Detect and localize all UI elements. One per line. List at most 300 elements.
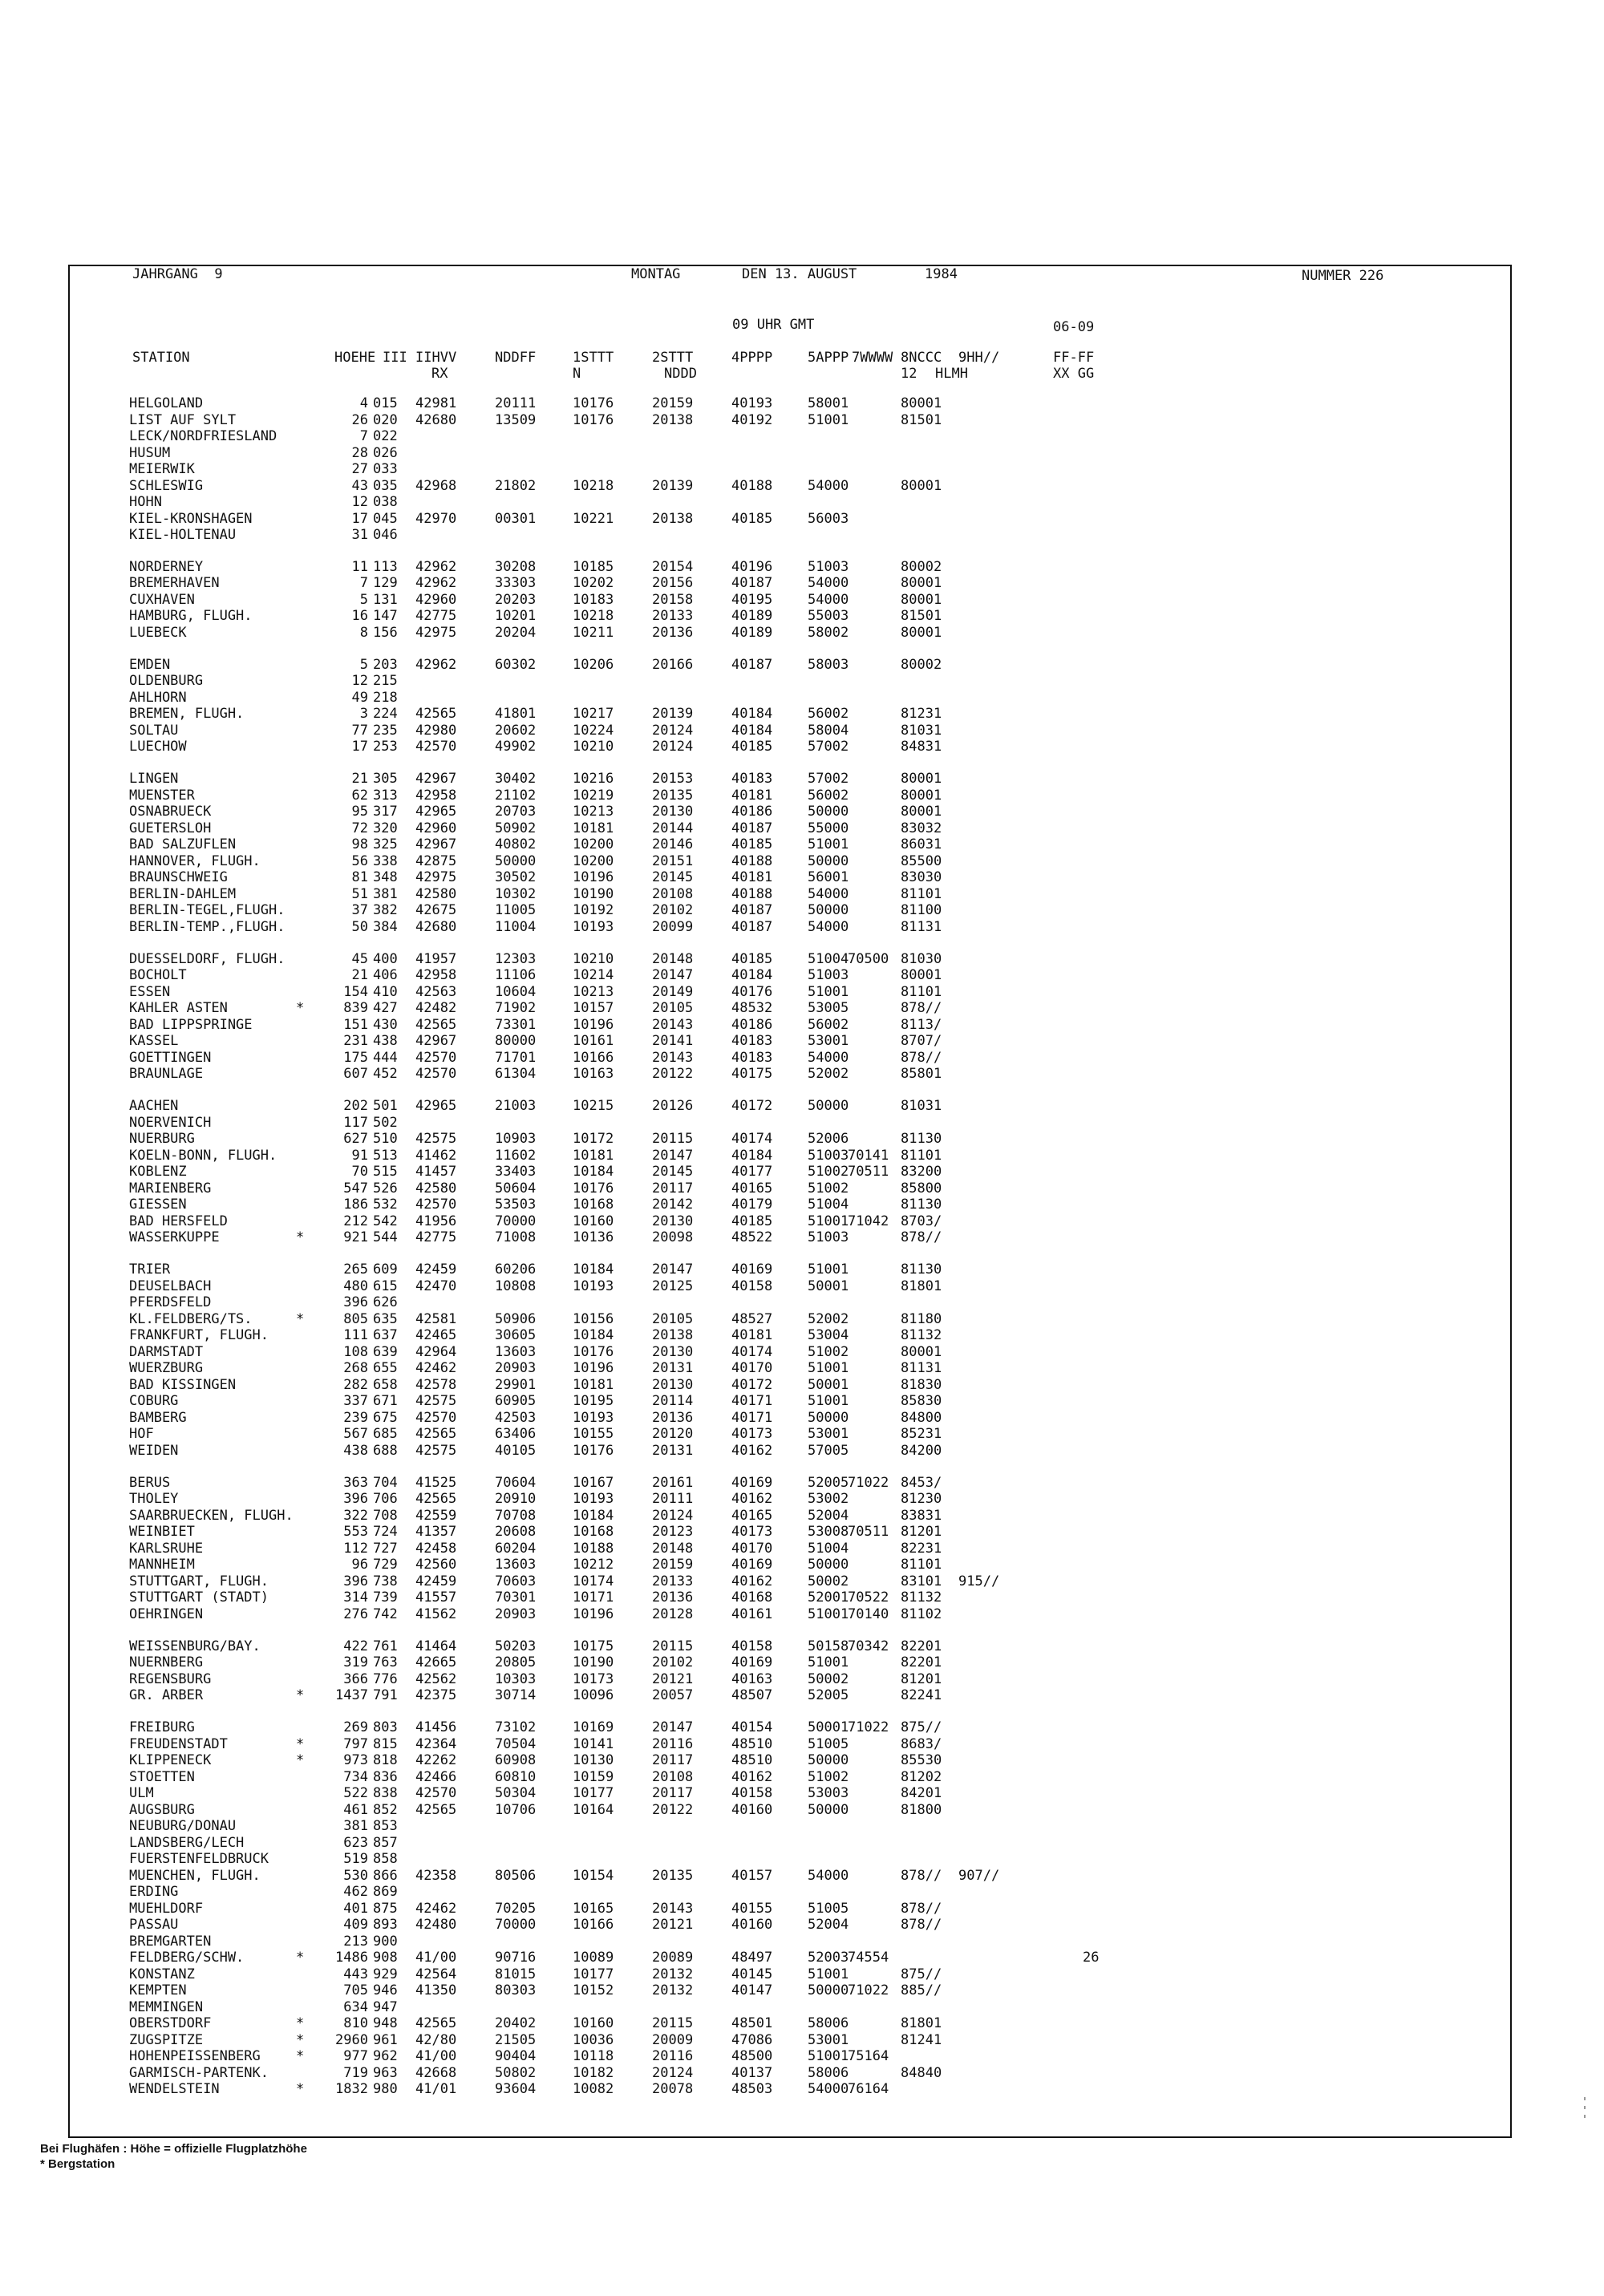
cell-iii: 156 <box>373 624 398 641</box>
cell-c4: 20166 <box>652 656 694 673</box>
cell-c3: 10193 <box>573 1278 614 1294</box>
cell-c1: 42570 <box>415 1066 457 1083</box>
table-row <box>70 575 1481 592</box>
cell-c5: 40163 <box>731 1670 773 1687</box>
cell-c5: 40172 <box>731 1098 773 1115</box>
cell-iii: 438 <box>373 1033 398 1050</box>
cell-c6: 51001 <box>808 1393 849 1410</box>
cell-c6: 51004 <box>808 1540 849 1557</box>
cell-c1: 42559 <box>415 1507 457 1524</box>
cell-c6: 53001 <box>808 1033 849 1050</box>
cell-c5: 40187 <box>731 656 773 673</box>
col-nddff: NDDFF <box>495 350 537 366</box>
cell-c2: 60206 <box>495 1261 537 1278</box>
cell-c2: 73301 <box>495 1016 537 1033</box>
cell-c4: 20161 <box>652 1474 694 1491</box>
scan-marks <box>1584 2097 1587 2129</box>
station-name: THOLEY <box>129 1491 179 1508</box>
station-name: MUENCHEN, FLUGH. <box>129 1867 261 1884</box>
jahrgang: JAHRGANG 9 <box>132 266 223 282</box>
station-height: 438 <box>343 1442 368 1459</box>
cell-c8: 81130 <box>901 1197 942 1213</box>
cell-c2: 70604 <box>495 1474 537 1491</box>
table-row <box>70 1917 1481 1934</box>
col-1sttt: 1STTT <box>573 350 614 366</box>
cell-c3: 10211 <box>573 624 614 641</box>
station-height: 11 <box>351 558 368 575</box>
table-row <box>70 771 1481 788</box>
cell-c3: 10141 <box>573 1735 614 1752</box>
cell-c4: 20121 <box>652 1917 694 1934</box>
station-name: LANDSBERG/LECH <box>129 1834 245 1851</box>
table-row <box>70 967 1481 984</box>
station-name: WENDELSTEIN <box>129 2081 220 2098</box>
cell-c6: 53001 <box>808 1426 849 1443</box>
table-row <box>70 1426 1481 1443</box>
table-row <box>70 1901 1481 1917</box>
cell-c5: 40176 <box>731 983 773 1000</box>
station-height: 98 <box>351 836 368 853</box>
cell-c8: 8453/ <box>901 1474 942 1491</box>
cell-c3: 10159 <box>573 1768 614 1785</box>
cell-c1: 42570 <box>415 1197 457 1213</box>
cell-c8: 81132 <box>901 1327 942 1344</box>
table-row <box>70 1098 1481 1115</box>
cell-c6: 51001 <box>808 983 849 1000</box>
cell-c4: 20138 <box>652 1327 694 1344</box>
cell-c6: 51001 <box>808 1360 849 1377</box>
cell-c3: 10195 <box>573 1393 614 1410</box>
cell-iii: 739 <box>373 1589 398 1606</box>
cell-c1: 42581 <box>415 1310 457 1327</box>
cell-c8: 81130 <box>901 1261 942 1278</box>
cell-iii: 729 <box>373 1557 398 1573</box>
cell-c2: 11106 <box>495 967 537 984</box>
cell-c4: 20138 <box>652 510 694 527</box>
cell-c5: 40173 <box>731 1426 773 1443</box>
station-name: OLDENBURG <box>129 673 204 690</box>
station-name: KIEL-KRONSHAGEN <box>129 510 253 527</box>
station-height: 154 <box>343 983 368 1000</box>
cell-c4: 20149 <box>652 983 694 1000</box>
cell-c4: 20111 <box>652 1491 694 1508</box>
cell-c8: 82231 <box>901 1540 942 1557</box>
cell-c5: 40188 <box>731 885 773 902</box>
cell-c2: 80000 <box>495 1033 537 1050</box>
cell-c3: 10157 <box>573 1000 614 1017</box>
station-height: 111 <box>343 1327 368 1344</box>
cell-c5: 40170 <box>731 1360 773 1377</box>
cell-c6: 52006 <box>808 1131 849 1148</box>
cell-c3: 10176 <box>573 1180 614 1197</box>
table-row <box>70 1736 1481 1753</box>
cell-iii: 035 <box>373 477 398 494</box>
cell-iii: 818 <box>373 1752 398 1769</box>
station-name: NEUBURG/DONAU <box>129 1818 237 1835</box>
station-name: BAD HERSFELD <box>129 1213 228 1229</box>
cell-c5: 40161 <box>731 1606 773 1622</box>
station-name: PFERDSFELD <box>129 1294 212 1311</box>
station-height: 265 <box>343 1261 368 1278</box>
cell-c8: 81102 <box>901 1606 942 1622</box>
station-name: SCHLESWIG <box>129 477 204 494</box>
cell-c1: 42975 <box>415 624 457 641</box>
cell-c6: 50001 <box>808 1278 849 1294</box>
cell-c2: 50203 <box>495 1638 537 1654</box>
cell-c3: 10193 <box>573 1491 614 1508</box>
cell-iii: 671 <box>373 1393 398 1410</box>
cell-c4: 20159 <box>652 1557 694 1573</box>
cell-c1: 42462 <box>415 1360 457 1377</box>
cell-c2: 20204 <box>495 624 537 641</box>
cell-iii: 224 <box>373 706 398 723</box>
station-name: OSNABRUECK <box>129 804 212 820</box>
cell-c1: 42466 <box>415 1768 457 1785</box>
table-row <box>70 1835 1481 1852</box>
cell-c3: 10196 <box>573 869 614 886</box>
cell-iii: 131 <box>373 591 398 608</box>
cell-c8: 85231 <box>901 1426 942 1443</box>
cell-iii: 532 <box>373 1197 398 1213</box>
station-name: BERUS <box>129 1474 171 1491</box>
cell-c8: 875// <box>901 1719 942 1736</box>
cell-c6: 52001 <box>808 1589 849 1606</box>
cell-iii: 852 <box>373 1801 398 1818</box>
station-name: DUESSELDORF, FLUGH. <box>129 950 286 967</box>
cell-c2: 12303 <box>495 950 537 967</box>
cell-c2: 40802 <box>495 836 537 853</box>
cell-c7: 70342 <box>848 1638 889 1654</box>
cell-c8: 80001 <box>901 575 942 592</box>
cell-c2: 93604 <box>495 2081 537 2098</box>
cell-c2: 80303 <box>495 1982 537 1999</box>
cell-iii: 427 <box>373 1000 398 1017</box>
table-row <box>70 1017 1481 1034</box>
table-row <box>70 869 1481 886</box>
cell-c8: 81101 <box>901 885 942 902</box>
station-name: CUXHAVEN <box>129 591 195 608</box>
station-height: 396 <box>343 1573 368 1589</box>
cell-iii: 045 <box>373 510 398 527</box>
table-row <box>70 820 1481 837</box>
station-name: KOBLENZ <box>129 1164 187 1180</box>
cell-c4: 20009 <box>652 2031 694 2048</box>
cell-c5: 40171 <box>731 1393 773 1410</box>
cell-c7: 70522 <box>848 1589 889 1606</box>
cell-iii: 639 <box>373 1343 398 1360</box>
col-ff: FF-FF <box>1053 350 1095 366</box>
table-row <box>70 1033 1481 1050</box>
cell-c5: 40165 <box>731 1180 773 1197</box>
cell-c2: 70000 <box>495 1917 537 1934</box>
col-12: 12 <box>901 366 917 382</box>
cell-c3: 10175 <box>573 1638 614 1654</box>
cell-c5: 40171 <box>731 1409 773 1426</box>
cell-c5: 40145 <box>731 1966 773 1982</box>
cell-c5: 40169 <box>731 1474 773 1491</box>
cell-c5: 40185 <box>731 739 773 755</box>
cell-c1: 41/00 <box>415 1950 457 1966</box>
cell-c6: 56002 <box>808 1016 849 1033</box>
cell-c5: 40158 <box>731 1785 773 1802</box>
footnote-airport-height: Bei Flughäfen : Höhe = offizielle Flugplatzhöhe <box>40 2142 307 2156</box>
cell-c2: 30502 <box>495 869 537 886</box>
table-row <box>70 1589 1481 1606</box>
cell-c1: 42570 <box>415 1049 457 1066</box>
station-height: 276 <box>343 1606 368 1622</box>
cell-c6: 58004 <box>808 722 849 739</box>
cell-c4: 20130 <box>652 1213 694 1229</box>
cell-c4: 20115 <box>652 1638 694 1654</box>
cell-c4: 20136 <box>652 1409 694 1426</box>
cell-c4: 20123 <box>652 1524 694 1541</box>
cell-c5: 40192 <box>731 411 773 428</box>
cell-c8: 83200 <box>901 1164 942 1180</box>
cell-c3: 10202 <box>573 575 614 592</box>
station-height: 337 <box>343 1393 368 1410</box>
cell-c8: 83032 <box>901 820 942 836</box>
cell-c3: 10169 <box>573 1719 614 1736</box>
cell-c2: 20602 <box>495 722 537 739</box>
cell-c1: 42958 <box>415 787 457 804</box>
cell-c1: 42482 <box>415 1000 457 1017</box>
cell-iii: 325 <box>373 836 398 853</box>
cell-iii: 022 <box>373 428 398 444</box>
station-name: STUTTGART (STADT) <box>129 1589 269 1606</box>
cell-c1: 42570 <box>415 1785 457 1802</box>
cell-c2: 20903 <box>495 1360 537 1377</box>
col-hlmh: HLMH <box>935 366 968 382</box>
cell-c4: 20114 <box>652 1393 694 1410</box>
cell-c1: 42962 <box>415 575 457 592</box>
cell-iii: 675 <box>373 1409 398 1426</box>
cell-c4: 20133 <box>652 608 694 625</box>
cell-c5: 40184 <box>731 722 773 739</box>
cell-c4: 20099 <box>652 918 694 935</box>
cell-c1: 42470 <box>415 1278 457 1294</box>
cell-iii: 515 <box>373 1164 398 1180</box>
cell-c1: 41956 <box>415 1213 457 1229</box>
cell-iii: 338 <box>373 852 398 869</box>
mountain-station-marker: * <box>296 1752 305 1769</box>
station-name: KIEL-HOLTENAU <box>129 527 237 543</box>
cell-iii: 502 <box>373 1114 398 1131</box>
mountain-station-marker: * <box>296 2031 305 2048</box>
cell-c4: 20131 <box>652 1442 694 1459</box>
cell-c8: 81231 <box>901 706 942 723</box>
cell-c8: 81830 <box>901 1376 942 1393</box>
cell-c2: 10903 <box>495 1131 537 1148</box>
station-name: FELDBERG/SCHW. <box>129 1950 245 1966</box>
cell-c2: 20402 <box>495 2015 537 2032</box>
cell-c4: 20145 <box>652 869 694 886</box>
station-name: LUEBECK <box>129 624 187 641</box>
cell-c3: 10167 <box>573 1474 614 1491</box>
cell-c1: 42680 <box>415 918 457 935</box>
cell-c2: 50902 <box>495 820 537 836</box>
cell-c1: 41/00 <box>415 2048 457 2065</box>
cell-c1: 42962 <box>415 558 457 575</box>
station-height: 7 <box>359 428 368 444</box>
station-name: KEMPTEN <box>129 1982 187 1999</box>
cell-c2: 30402 <box>495 771 537 788</box>
cell-c2: 60810 <box>495 1768 537 1785</box>
cell-c1: 42960 <box>415 591 457 608</box>
cell-c6: 51003 <box>808 1229 849 1246</box>
cell-iii: 776 <box>373 1670 398 1687</box>
cell-c10: 26 <box>1083 1950 1100 1966</box>
station-height: 5 <box>359 656 368 673</box>
table-row <box>70 1638 1481 1655</box>
table-row <box>70 1360 1481 1377</box>
cell-c3: 10168 <box>573 1524 614 1541</box>
cell-c6: 54000 <box>808 591 849 608</box>
cell-c2: 20910 <box>495 1491 537 1508</box>
cell-c4: 20135 <box>652 787 694 804</box>
station-name: GIESSEN <box>129 1197 187 1213</box>
table-row <box>70 2065 1481 2082</box>
station-height: 319 <box>343 1654 368 1671</box>
cell-c1: 41/01 <box>415 2081 457 2098</box>
cell-c8: 83030 <box>901 869 942 886</box>
station-height: 112 <box>343 1540 368 1557</box>
station-height: 62 <box>351 787 368 804</box>
table-row <box>70 1868 1481 1885</box>
table-row <box>70 673 1481 690</box>
cell-c2: 21003 <box>495 1098 537 1115</box>
cell-c5: 40184 <box>731 967 773 984</box>
cell-c3: 10190 <box>573 1654 614 1671</box>
cell-iii: 147 <box>373 608 398 625</box>
station-name: NUERNBERG <box>129 1654 204 1671</box>
cell-c1: 42875 <box>415 852 457 869</box>
station-height: 805 <box>343 1310 368 1327</box>
station-name: MUENSTER <box>129 787 195 804</box>
cell-c5: 40187 <box>731 820 773 836</box>
cell-c5: 40137 <box>731 2064 773 2081</box>
cell-c3: 10206 <box>573 656 614 673</box>
cell-c3: 10184 <box>573 1327 614 1344</box>
report-date: DEN 13. AUGUST <box>742 266 857 282</box>
station-height: 5 <box>359 591 368 608</box>
cell-c3: 10165 <box>573 1900 614 1917</box>
station-name: BERLIN-TEGEL,FLUGH. <box>129 902 286 919</box>
cell-iii: 026 <box>373 444 398 461</box>
cell-c3: 10181 <box>573 1376 614 1393</box>
cell-iii: 963 <box>373 2064 398 2081</box>
station-name: ERDING <box>129 1884 179 1901</box>
cell-c3: 10193 <box>573 918 614 935</box>
cell-c2: 30714 <box>495 1687 537 1704</box>
cell-iii: 218 <box>373 689 398 706</box>
table-row <box>70 1000 1481 1017</box>
cell-iii: 900 <box>373 1933 398 1950</box>
cell-c3: 10196 <box>573 1016 614 1033</box>
station-height: 45 <box>351 950 368 967</box>
cell-c1: 42375 <box>415 1687 457 1704</box>
cell-c8: 8113/ <box>901 1016 942 1033</box>
station-height: 461 <box>343 1801 368 1818</box>
cell-c4: 20057 <box>652 1687 694 1704</box>
cell-c3: 10212 <box>573 1557 614 1573</box>
station-height: 530 <box>343 1867 368 1884</box>
station-name: GR. ARBER <box>129 1687 204 1704</box>
cell-c3: 10156 <box>573 1310 614 1327</box>
cell-c8: 85530 <box>901 1752 942 1769</box>
station-height: 462 <box>343 1884 368 1901</box>
table-row <box>70 1475 1481 1492</box>
cell-c8: 878// <box>901 1049 942 1066</box>
cell-c5: 40181 <box>731 869 773 886</box>
table-row <box>70 739 1481 755</box>
station-height: 409 <box>343 1917 368 1934</box>
cell-c1: 42964 <box>415 1343 457 1360</box>
cell-c2: 63406 <box>495 1426 537 1443</box>
mountain-station-marker: * <box>296 1735 305 1752</box>
cell-iii: 609 <box>373 1261 398 1278</box>
cell-c2: 13603 <box>495 1343 537 1360</box>
cell-c8: 80001 <box>901 771 942 788</box>
table-row <box>70 984 1481 1001</box>
cell-iii: 704 <box>373 1474 398 1491</box>
cell-c6: 58002 <box>808 624 849 641</box>
cell-c8: 8683/ <box>901 1735 942 1752</box>
table-row <box>70 478 1481 495</box>
cell-c6: 54000 <box>808 918 849 935</box>
station-name: HOHENPEISSENBERG <box>129 2048 261 2065</box>
cell-c8: 83101 <box>901 1573 942 1589</box>
cell-iii: 869 <box>373 1884 398 1901</box>
cell-c4: 20146 <box>652 836 694 853</box>
cell-c3: 10176 <box>573 395 614 411</box>
cell-c4: 20148 <box>652 950 694 967</box>
cell-c2: 50802 <box>495 2064 537 2081</box>
cell-c4: 20120 <box>652 1426 694 1443</box>
cell-c5: 40158 <box>731 1638 773 1654</box>
cell-c4: 20133 <box>652 1573 694 1589</box>
cell-c3: 10082 <box>573 2081 614 2098</box>
station-height: 519 <box>343 1851 368 1868</box>
table-row <box>70 1818 1481 1835</box>
table-row <box>70 919 1481 936</box>
cell-c5: 48497 <box>731 1950 773 1966</box>
station-height: 627 <box>343 1131 368 1148</box>
table-row <box>70 1443 1481 1460</box>
cell-c4: 20151 <box>652 852 694 869</box>
cell-c1: 42967 <box>415 836 457 853</box>
cell-c6: 51003 <box>808 558 849 575</box>
table-row <box>70 1606 1481 1623</box>
cell-c6: 54000 <box>808 1049 849 1066</box>
cell-c3: 10193 <box>573 1409 614 1426</box>
cell-c8: 80001 <box>901 477 942 494</box>
cell-c5: 40158 <box>731 1278 773 1294</box>
cell-c6: 52002 <box>808 1066 849 1083</box>
cell-c5: 40162 <box>731 1442 773 1459</box>
cell-c6: 53002 <box>808 1491 849 1508</box>
cell-iii: 129 <box>373 575 398 592</box>
station-name: MANNHEIM <box>129 1557 195 1573</box>
station-height: 95 <box>351 804 368 820</box>
cell-c8: 80001 <box>901 804 942 820</box>
cell-c1: 42560 <box>415 1557 457 1573</box>
station-height: 810 <box>343 2015 368 2032</box>
station-height: 363 <box>343 1474 368 1491</box>
station-height: 322 <box>343 1507 368 1524</box>
station-name: HANNOVER, FLUGH. <box>129 852 261 869</box>
cell-c7: 75164 <box>848 2048 889 2065</box>
station-name: BERLIN-TEMP.,FLUGH. <box>129 918 286 935</box>
